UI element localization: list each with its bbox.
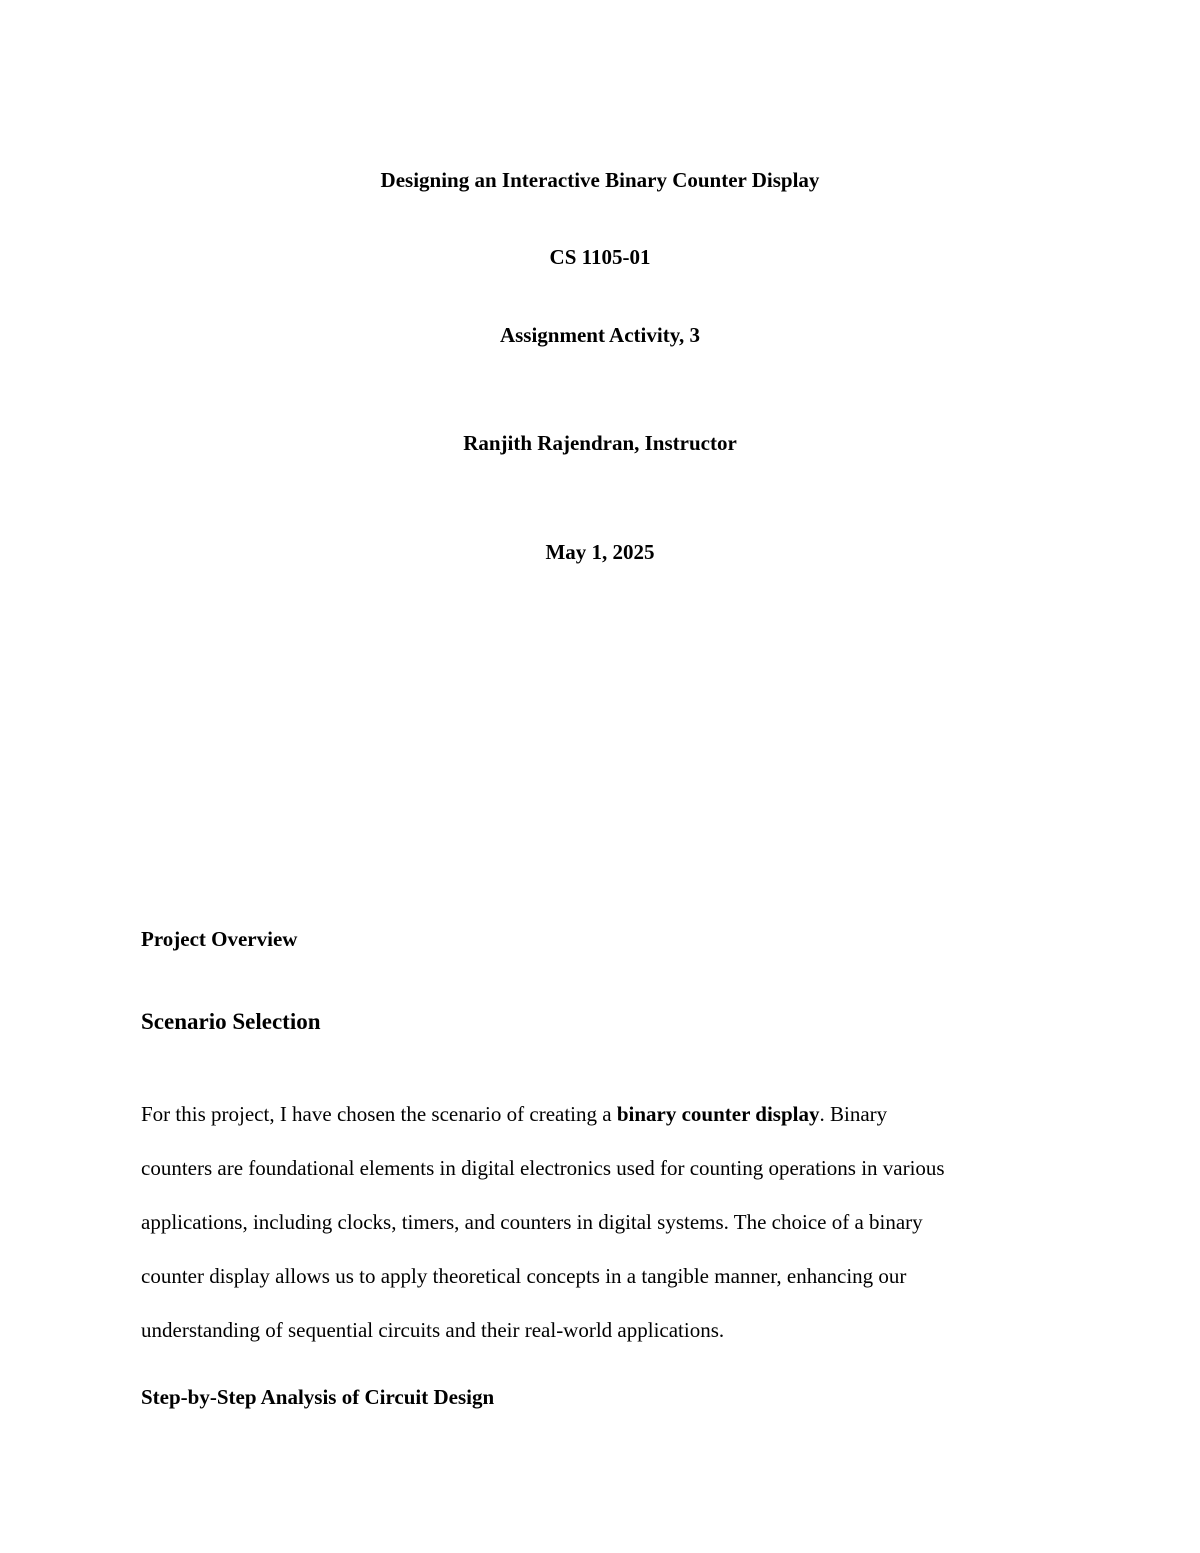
paragraph-line: understanding of sequential circuits and their real-world applications. bbox=[141, 1318, 725, 1342]
paragraph-line bbox=[141, 1087, 1056, 1141]
section-heading-project-overview: Project Overview bbox=[141, 927, 298, 951]
scenario-paragraph bbox=[141, 1087, 1056, 1357]
paragraph-text: . Binary bbox=[819, 1102, 888, 1126]
course-code: CS 1105-01 bbox=[549, 245, 651, 269]
paragraph-line: counter display allows us to apply theoretical concepts in a tangible manner, enhancing our bbox=[141, 1264, 907, 1288]
section-heading-scenario-selection: Scenario Selection bbox=[141, 1009, 321, 1034]
paragraph-line: applications, including clocks, timers, and counters in digital systems. The choice of a binary bbox=[141, 1210, 923, 1234]
instructor-name: Ranjith Rajendran, Instructor bbox=[463, 431, 737, 455]
paragraph-text: For this project, I have chosen the scenario of creating a bbox=[141, 1102, 617, 1126]
document-title: Designing an Interactive Binary Counter Display bbox=[380, 168, 820, 192]
assignment-name: Assignment Activity, 3 bbox=[499, 323, 701, 347]
section-heading-step-by-step: Step-by-Step Analysis of Circuit Design bbox=[141, 1385, 495, 1409]
paragraph-line: counters are foundational elements in digital electronics used for counting operations in various bbox=[141, 1156, 945, 1180]
document-date: May 1, 2025 bbox=[545, 540, 655, 564]
bold-term: binary counter display bbox=[616, 1102, 820, 1126]
